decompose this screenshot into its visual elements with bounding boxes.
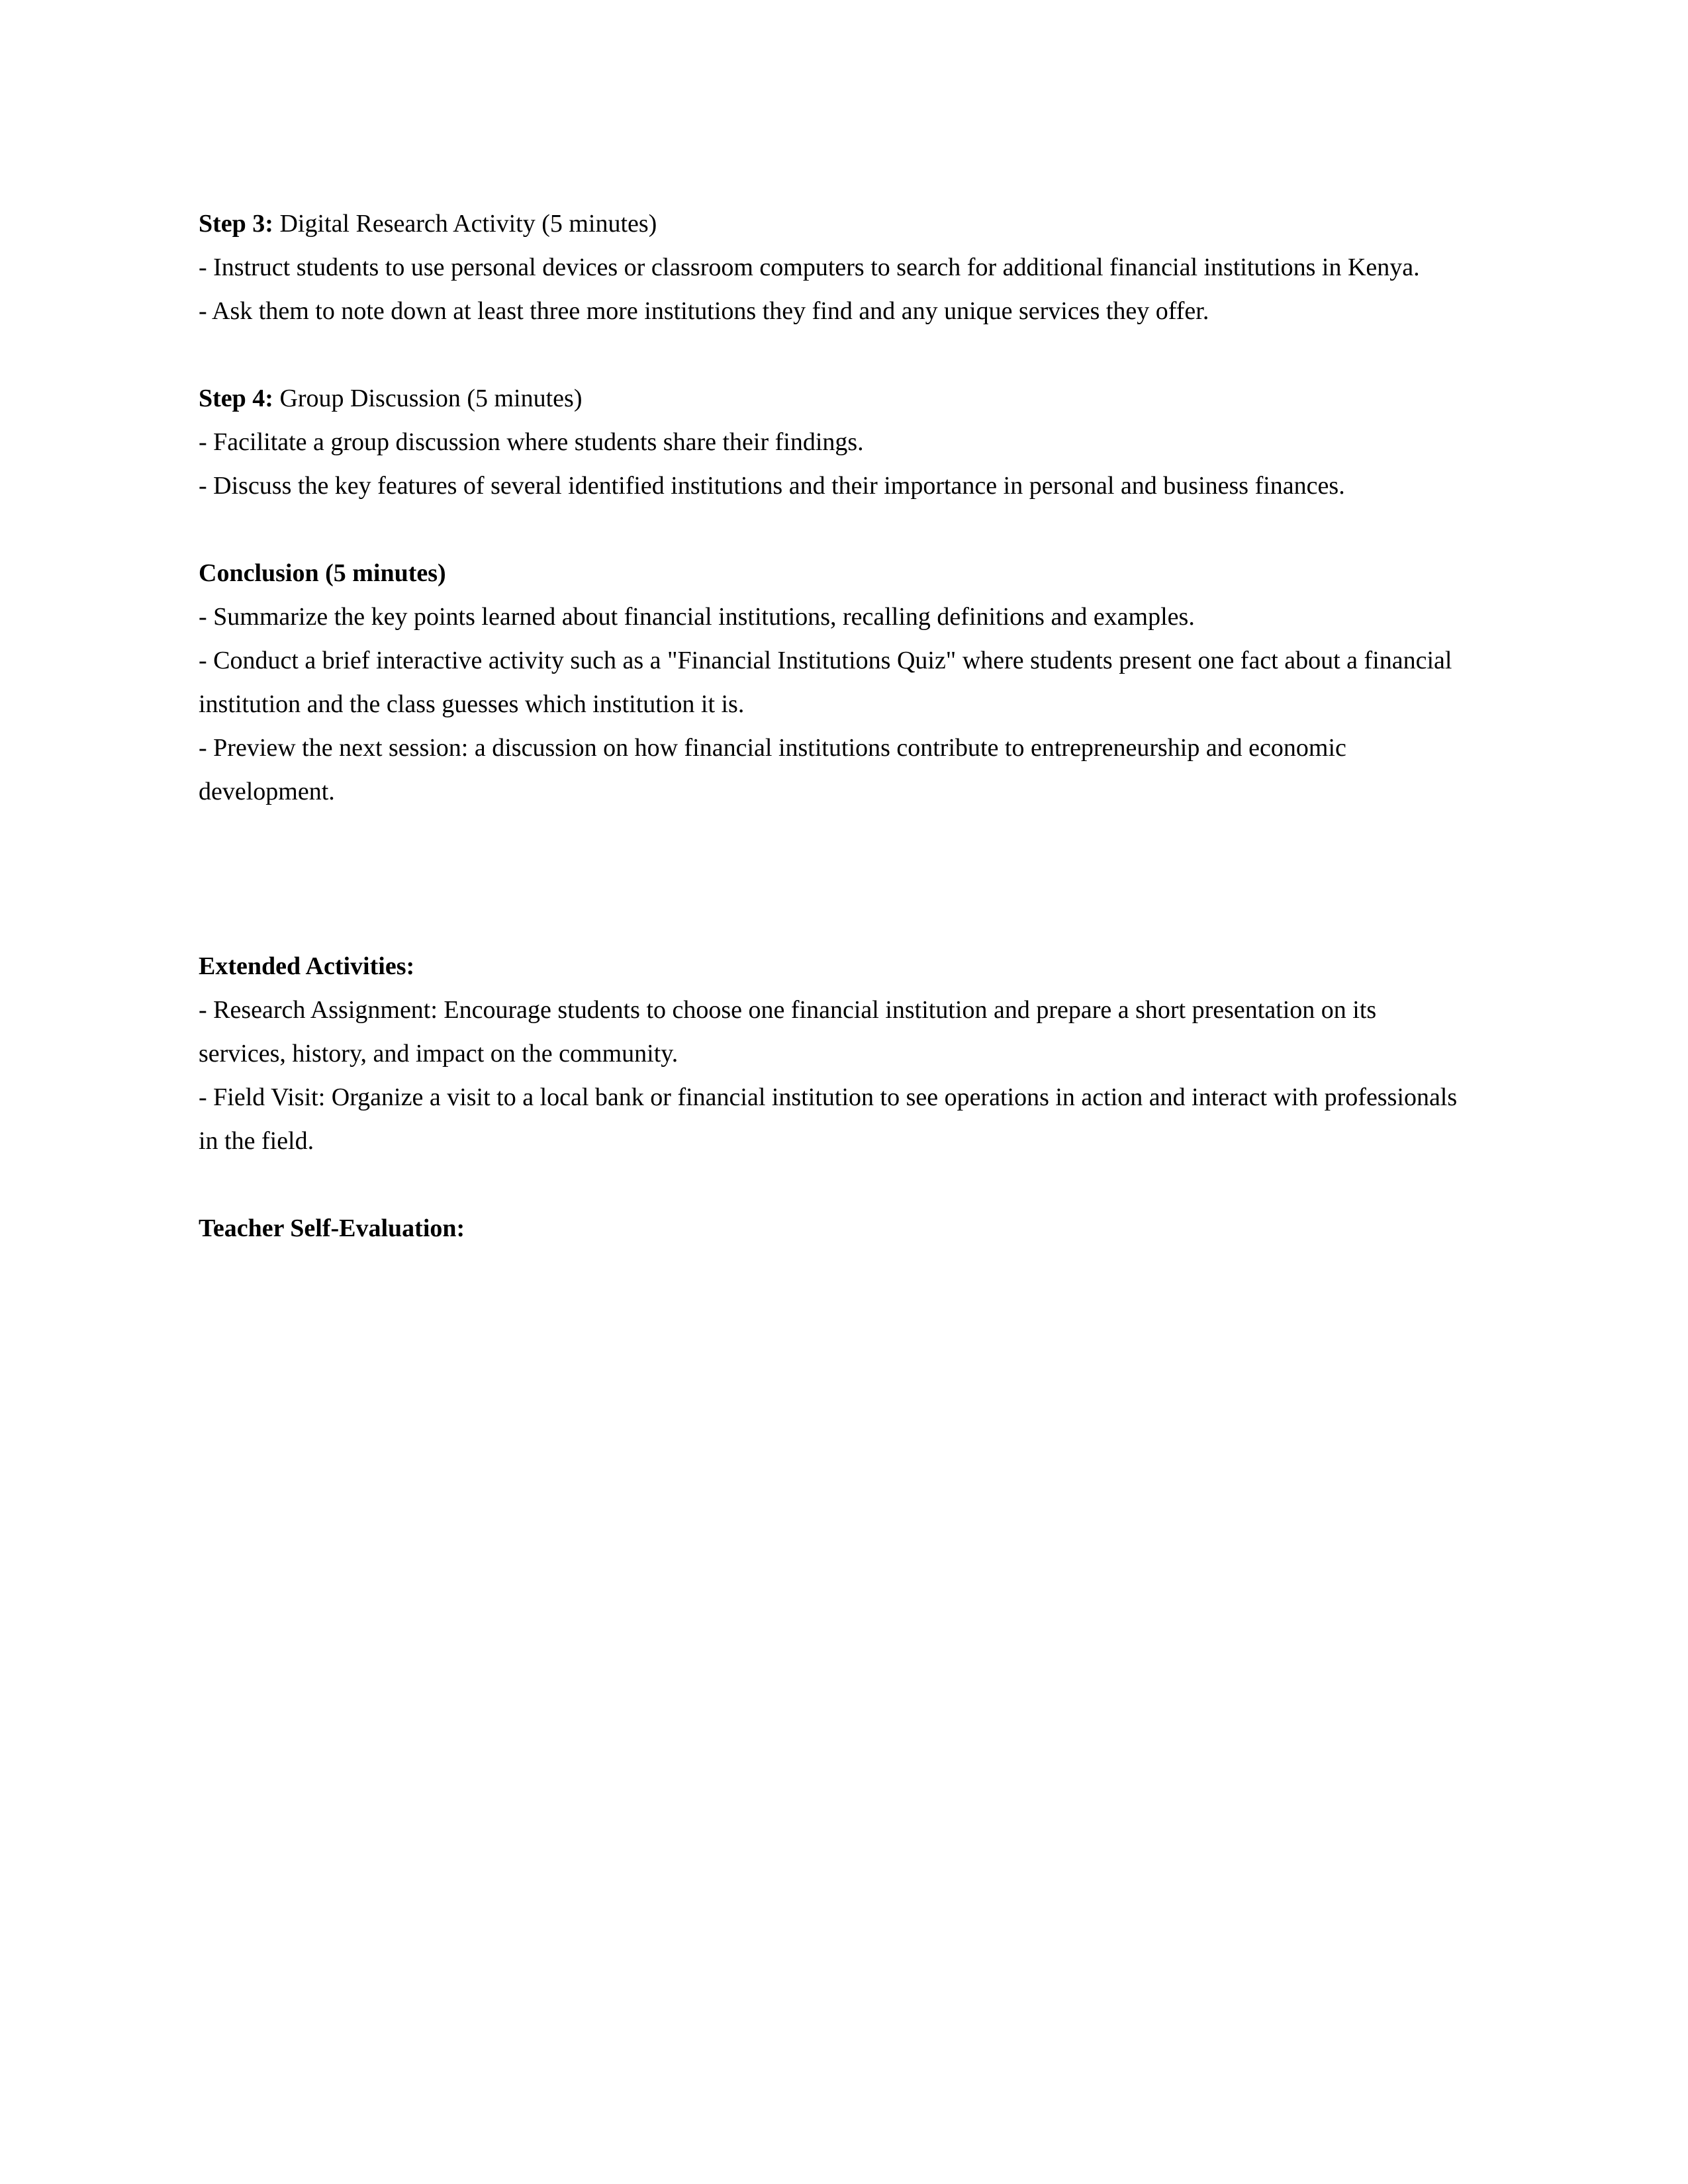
teacher-self-evaluation-heading: Teacher Self-Evaluation: xyxy=(199,1214,465,1242)
step-4-bullet-1: - Facilitate a group discussion where students share their findings. xyxy=(199,428,864,456)
document-body xyxy=(199,202,1460,1250)
spacer-after-step-4 xyxy=(199,508,1460,551)
step-3-bullet-2: - Ask them to note down at least three more institutions they find and any unique services they offer. xyxy=(199,297,1209,325)
conclusion-bullet-2: - Conduct a brief interactive activity such as a "Financial Institutions Quiz" where students present one fact about a financial institution and the class guesses which institution it is. xyxy=(199,647,1452,718)
step-3-title xyxy=(199,202,1460,246)
extended-activities-bullet-2: - Field Visit: Organize a visit to a local bank or financial institution to see operations in action and interact with professionals in the field. xyxy=(199,1083,1458,1155)
extended-activities-heading: Extended Activities: xyxy=(199,952,415,980)
step-4-label: Step 4: xyxy=(199,385,273,412)
step-4-bullet-2: - Discuss the key features of several identified institutions and their importance in personal and business finances. xyxy=(199,472,1345,500)
conclusion-bullet-3: - Preview the next session: a discussion on how financial institutions contribute to entrepreneurship and economic development. xyxy=(199,734,1346,805)
step-3-label: Step 3: xyxy=(199,210,273,238)
step-3-title-text: Digital Research Activity (5 minutes) xyxy=(273,210,657,238)
spacer-after-step-3 xyxy=(199,333,1460,377)
conclusion-heading: Conclusion (5 minutes) xyxy=(199,559,446,587)
spacer-before-self-evaluation xyxy=(199,1163,1460,1206)
step-3-bullet-1: - Instruct students to use personal devices or classroom computers to search for additional financial institutions in Kenya. xyxy=(199,253,1420,281)
step-4-title xyxy=(199,377,1460,420)
conclusion-bullet-1: - Summarize the key points learned about financial institutions, recalling definitions and examples. xyxy=(199,603,1195,631)
step-4-title-text: Group Discussion (5 minutes) xyxy=(273,385,583,412)
spacer-before-extended-activities xyxy=(199,813,1460,944)
extended-activities-bullet-1: - Research Assignment: Encourage students to choose one financial institution and prepare a short presentation on its services, history, and impact on the community. xyxy=(199,996,1377,1068)
